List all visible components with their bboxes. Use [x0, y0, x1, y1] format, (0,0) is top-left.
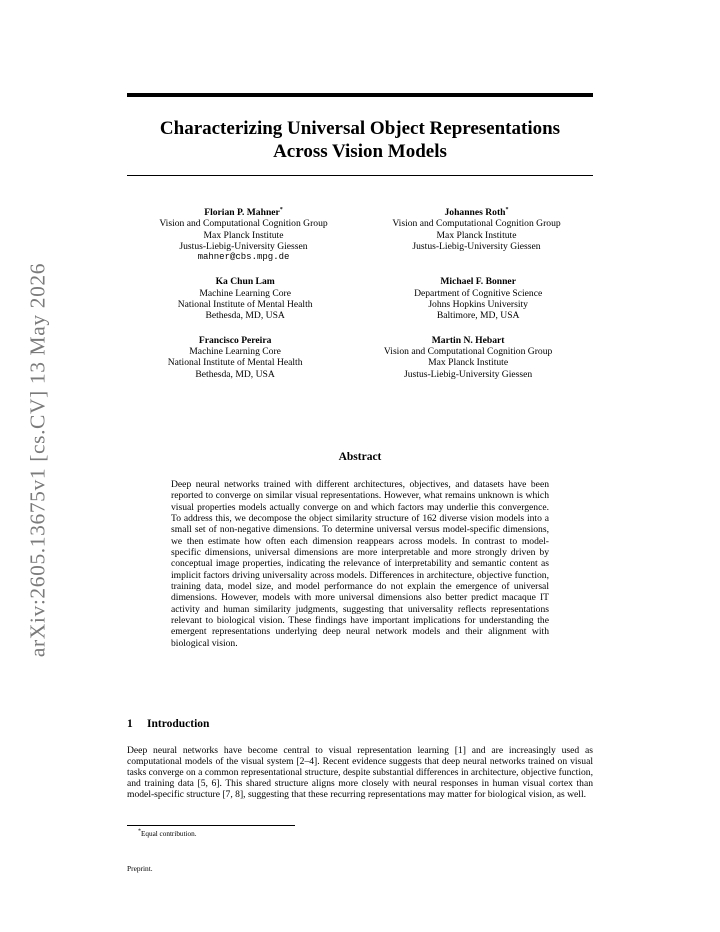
footnote — [138, 830, 197, 838]
affiliation-line: Bethesda, MD, USA — [205, 310, 285, 322]
affiliation-line: Bethesda, MD, USA — [195, 368, 275, 380]
abstract-text: Deep neural networks trained with different architectures, objectives, and datasets have been reported to converge on similar visual representations. However, what remains unknown is which visual properties models actually converge on and which factors may underlie this convergence. To address this, we decompose the object similarity structure of 162 diverse vision models into a small set of non-negative dimensions. To determine universal versus model-specific dimensions, we then estimate how often each dimension reappears across models. In contrast to model-specific dimensions, universal dimensions are more interpretable and more strongly driven by conceptual image properties, indicating the relevance of interpretability and semantic content as implicit factors driving universality across models. Differences in architecture, objective function, training data, model size, and model performance do not explain the emergence of universal dimensions. However, models with more universal dimensions also better predict macaque IT activity and human similarity judgments, suggesting that universality reflects representations relevant to biological vision. These findings have important implications for understanding the emergent representations underlying deep neural network models and their alignment with biological vision. — [171, 479, 549, 649]
affiliation-line: Vision and Computational Cognition Group — [159, 218, 328, 230]
author-row-1 — [127, 207, 593, 263]
affiliation-line: Vision and Computational Cognition Group — [383, 345, 553, 357]
footnote-rule — [127, 825, 295, 826]
footnote-text: Equal contribution. — [141, 830, 197, 838]
section-number: 1 — [127, 718, 133, 730]
affiliation-line: Justus-Liebig-University Giessen — [412, 240, 541, 252]
abstract-heading: Abstract — [338, 451, 382, 463]
author-row-2 — [127, 276, 593, 321]
section-title: Introduction — [147, 718, 210, 730]
equal-contribution-mark: * — [505, 206, 509, 213]
author-lam — [178, 276, 313, 321]
equal-contribution-mark: * — [279, 206, 283, 213]
author-roth — [392, 207, 560, 263]
affiliation-line: Machine Learning Core — [199, 287, 291, 299]
affiliation-line: Max Planck Institute — [203, 229, 284, 241]
author-email: mahner@cbs.mpg.de — [197, 252, 290, 263]
title-rule-bottom — [127, 175, 593, 176]
author-name: Francisco Pereira — [198, 334, 272, 346]
author-name: Martin N. Hebart — [431, 334, 505, 346]
author-bonner — [414, 276, 542, 321]
affiliation-line: Max Planck Institute — [436, 229, 517, 241]
affiliation-line: Johns Hopkins University — [428, 299, 528, 311]
affiliation-line: National Institute of Mental Health — [167, 357, 303, 369]
preprint-note: Preprint. — [127, 864, 153, 873]
author-name: Ka Chun Lam — [215, 276, 275, 288]
introduction-paragraph: Deep neural networks have become central to visual representation learning [1] and are increasingly used as computational models of the visual system [2–4]. Recent evidence suggests that deep neural networks trained on visual tasks converge on a common representational structure, despite substantial differences in architecture, objective function, and training data [5, 6]. This shared structure aligns more closely with neural responses in human visual cortex than model-specific structure [7, 8], suggesting that these recurring representations may matter for biological vision, as well. — [127, 745, 593, 801]
author-pereira — [168, 335, 303, 380]
author-row-3 — [127, 335, 593, 380]
footnote-mark: * — [138, 828, 141, 835]
author-mahner — [159, 207, 327, 263]
affiliation-line: Justus-Liebig-University Giessen — [179, 240, 308, 252]
affiliation-line: National Institute of Mental Health — [177, 299, 313, 311]
author-hebart — [384, 335, 552, 380]
section-heading-introduction — [127, 718, 209, 730]
author-name: Johannes Roth — [444, 207, 506, 218]
affiliation-line: Vision and Computational Cognition Group — [392, 218, 561, 230]
affiliation-line: Machine Learning Core — [189, 345, 281, 357]
affiliation-line: Baltimore, MD, USA — [436, 310, 520, 322]
title-line-2: Across Vision Models — [273, 141, 447, 162]
title-line-1: Characterizing Universal Object Representations — [159, 118, 561, 139]
paper-title — [127, 117, 593, 163]
author-name: Michael F. Bonner — [440, 276, 516, 288]
title-rule-top — [127, 93, 593, 97]
arxiv-stamp: arXiv:2605.13675v1 [cs.CV] 13 May 2026 — [25, 262, 50, 658]
affiliation-line: Department of Cognitive Science — [414, 287, 543, 299]
author-name: Florian P. Mahner — [204, 207, 280, 218]
affiliation-line: Justus-Liebig-University Giessen — [404, 368, 533, 380]
author-block — [127, 207, 593, 393]
affiliation-line: Max Planck Institute — [428, 357, 509, 369]
